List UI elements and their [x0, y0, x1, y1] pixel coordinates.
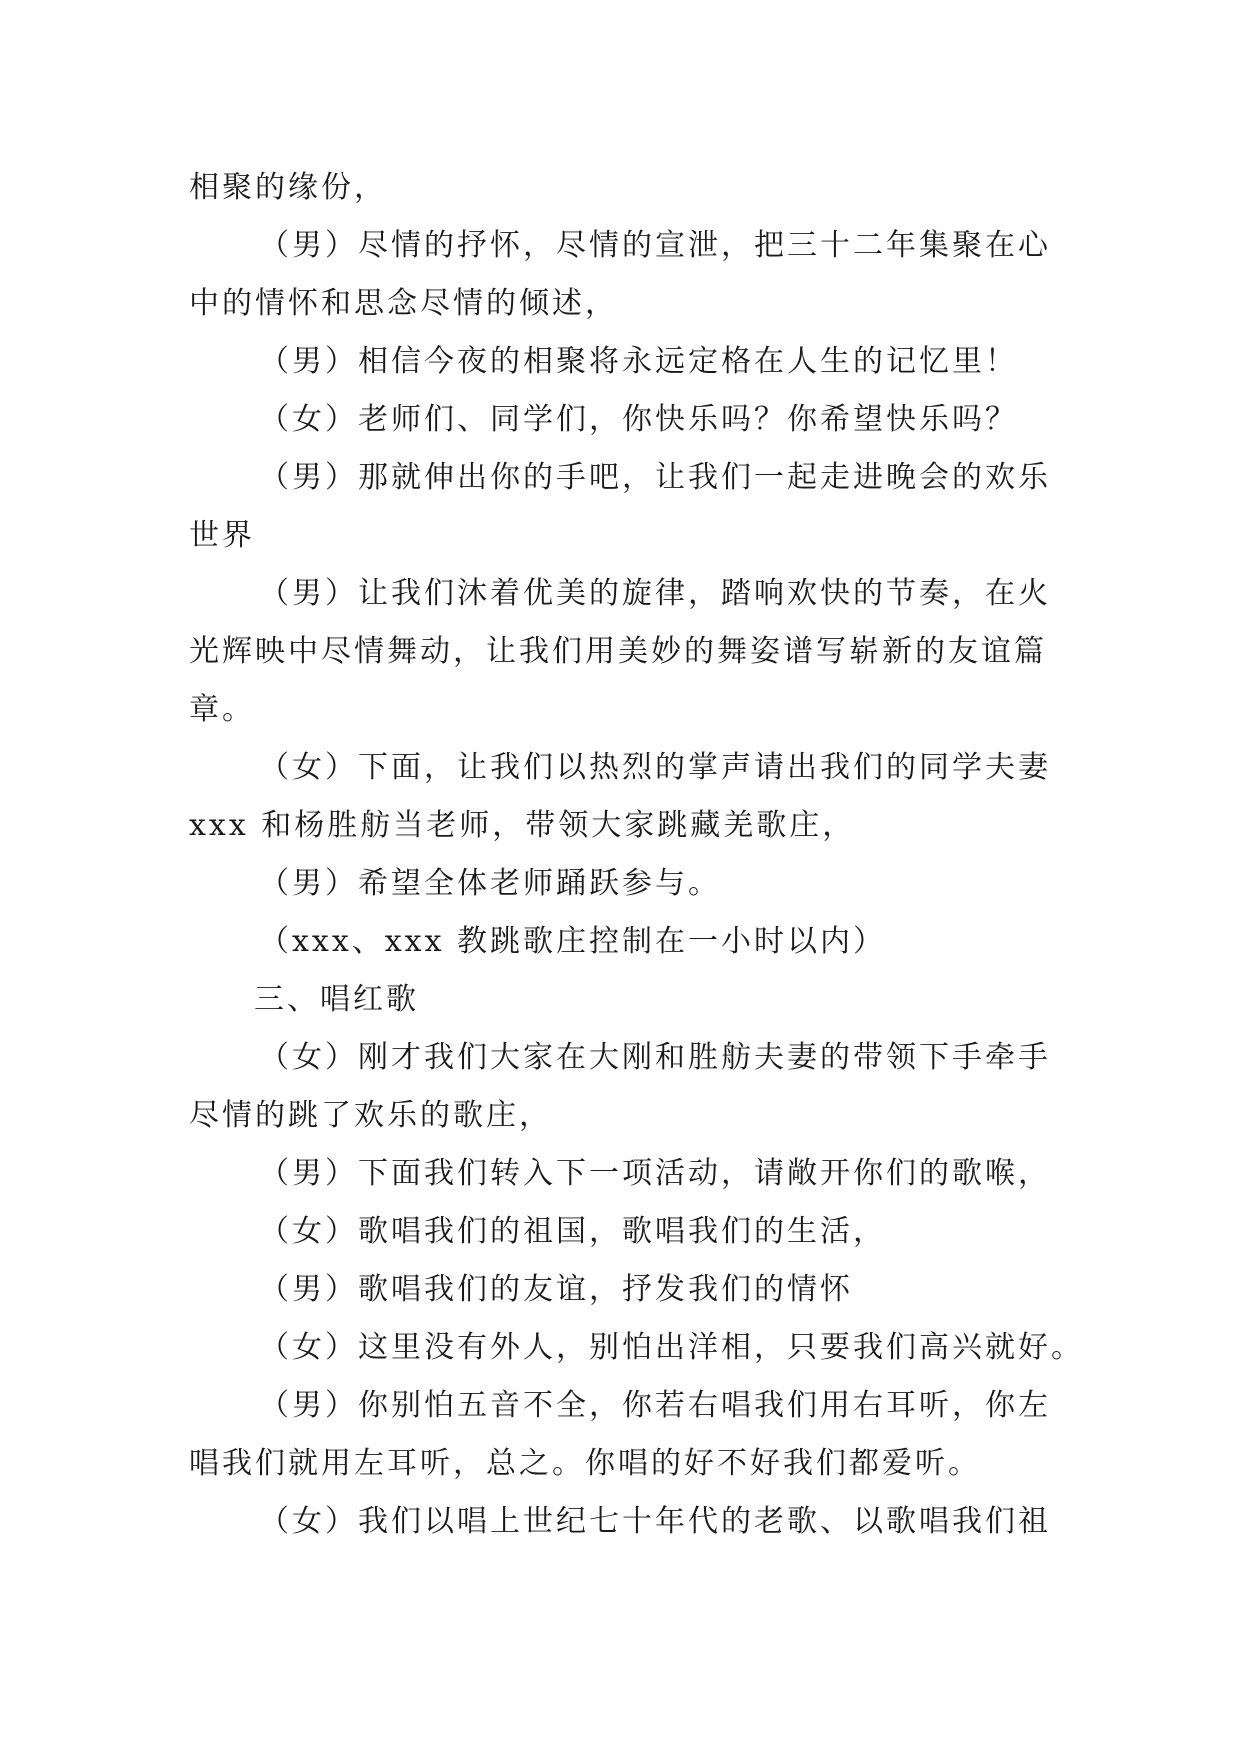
text-line: （女）歌唱我们的祖国，歌唱我们的生活， [259, 1214, 886, 1249]
text-line: 世界 [189, 518, 255, 553]
text-line: （男）让我们沐着优美的旋律，踏响欢快的节奏，在火 [259, 576, 1051, 611]
text-line: xxx 和杨胜舫当老师，带领大家跳藏羌歌庄， [189, 808, 856, 843]
text-line: （男）相信今夜的相聚将永远定格在人生的记忆里！ [259, 344, 1018, 379]
text-line: （女）老师们、同学们，你快乐吗？你希望快乐吗？ [259, 402, 1018, 437]
text-line: （男）尽情的抒怀，尽情的宣泄，把三十二年集聚在心 [259, 228, 1051, 263]
text-line: （男）那就伸出你的手吧，让我们一起走进晚会的欢乐 [259, 460, 1051, 495]
text-line: （男）希望全体老师踊跃参与。 [259, 866, 721, 901]
text-line: 尽情的跳了欢乐的歌庄， [189, 1098, 552, 1133]
text-line: 唱我们就用左耳听，总之。你唱的好不好我们都爱听。 [189, 1446, 981, 1481]
text-line: 章。 [189, 692, 255, 727]
text-line: （男）下面我们转入下一项活动，请敞开你们的歌喉， [259, 1156, 1051, 1191]
text-line: （女）刚才我们大家在大刚和胜舫夫妻的带领下手牵手 [259, 1040, 1051, 1075]
section-heading: 三、唱红歌 [254, 982, 419, 1017]
document-body [189, 159, 1084, 1551]
text-line: 相聚的缘份， [189, 170, 387, 205]
text-line: （女）我们以唱上世纪七十年代的老歌、以歌唱我们祖 [259, 1504, 1051, 1539]
text-line: （男）歌唱我们的友谊，抒发我们的情怀 [259, 1272, 853, 1307]
text-line: （xxx、xxx 教跳歌庄控制在一小时以内） [259, 924, 887, 959]
text-line: （男）你别怕五音不全，你若右唱我们用右耳听，你左 [259, 1388, 1051, 1423]
text-line: 光辉映中尽情舞动，让我们用美妙的舞姿谱写崭新的友谊篇 [189, 634, 1047, 669]
text-line: 中的情怀和思念尽情的倾述， [189, 286, 618, 321]
text-line: （女）下面，让我们以热烈的掌声请出我们的同学夫妻 [259, 750, 1051, 785]
text-line: （女）这里没有外人，别怕出洋相，只要我们高兴就好。 [259, 1330, 1084, 1365]
